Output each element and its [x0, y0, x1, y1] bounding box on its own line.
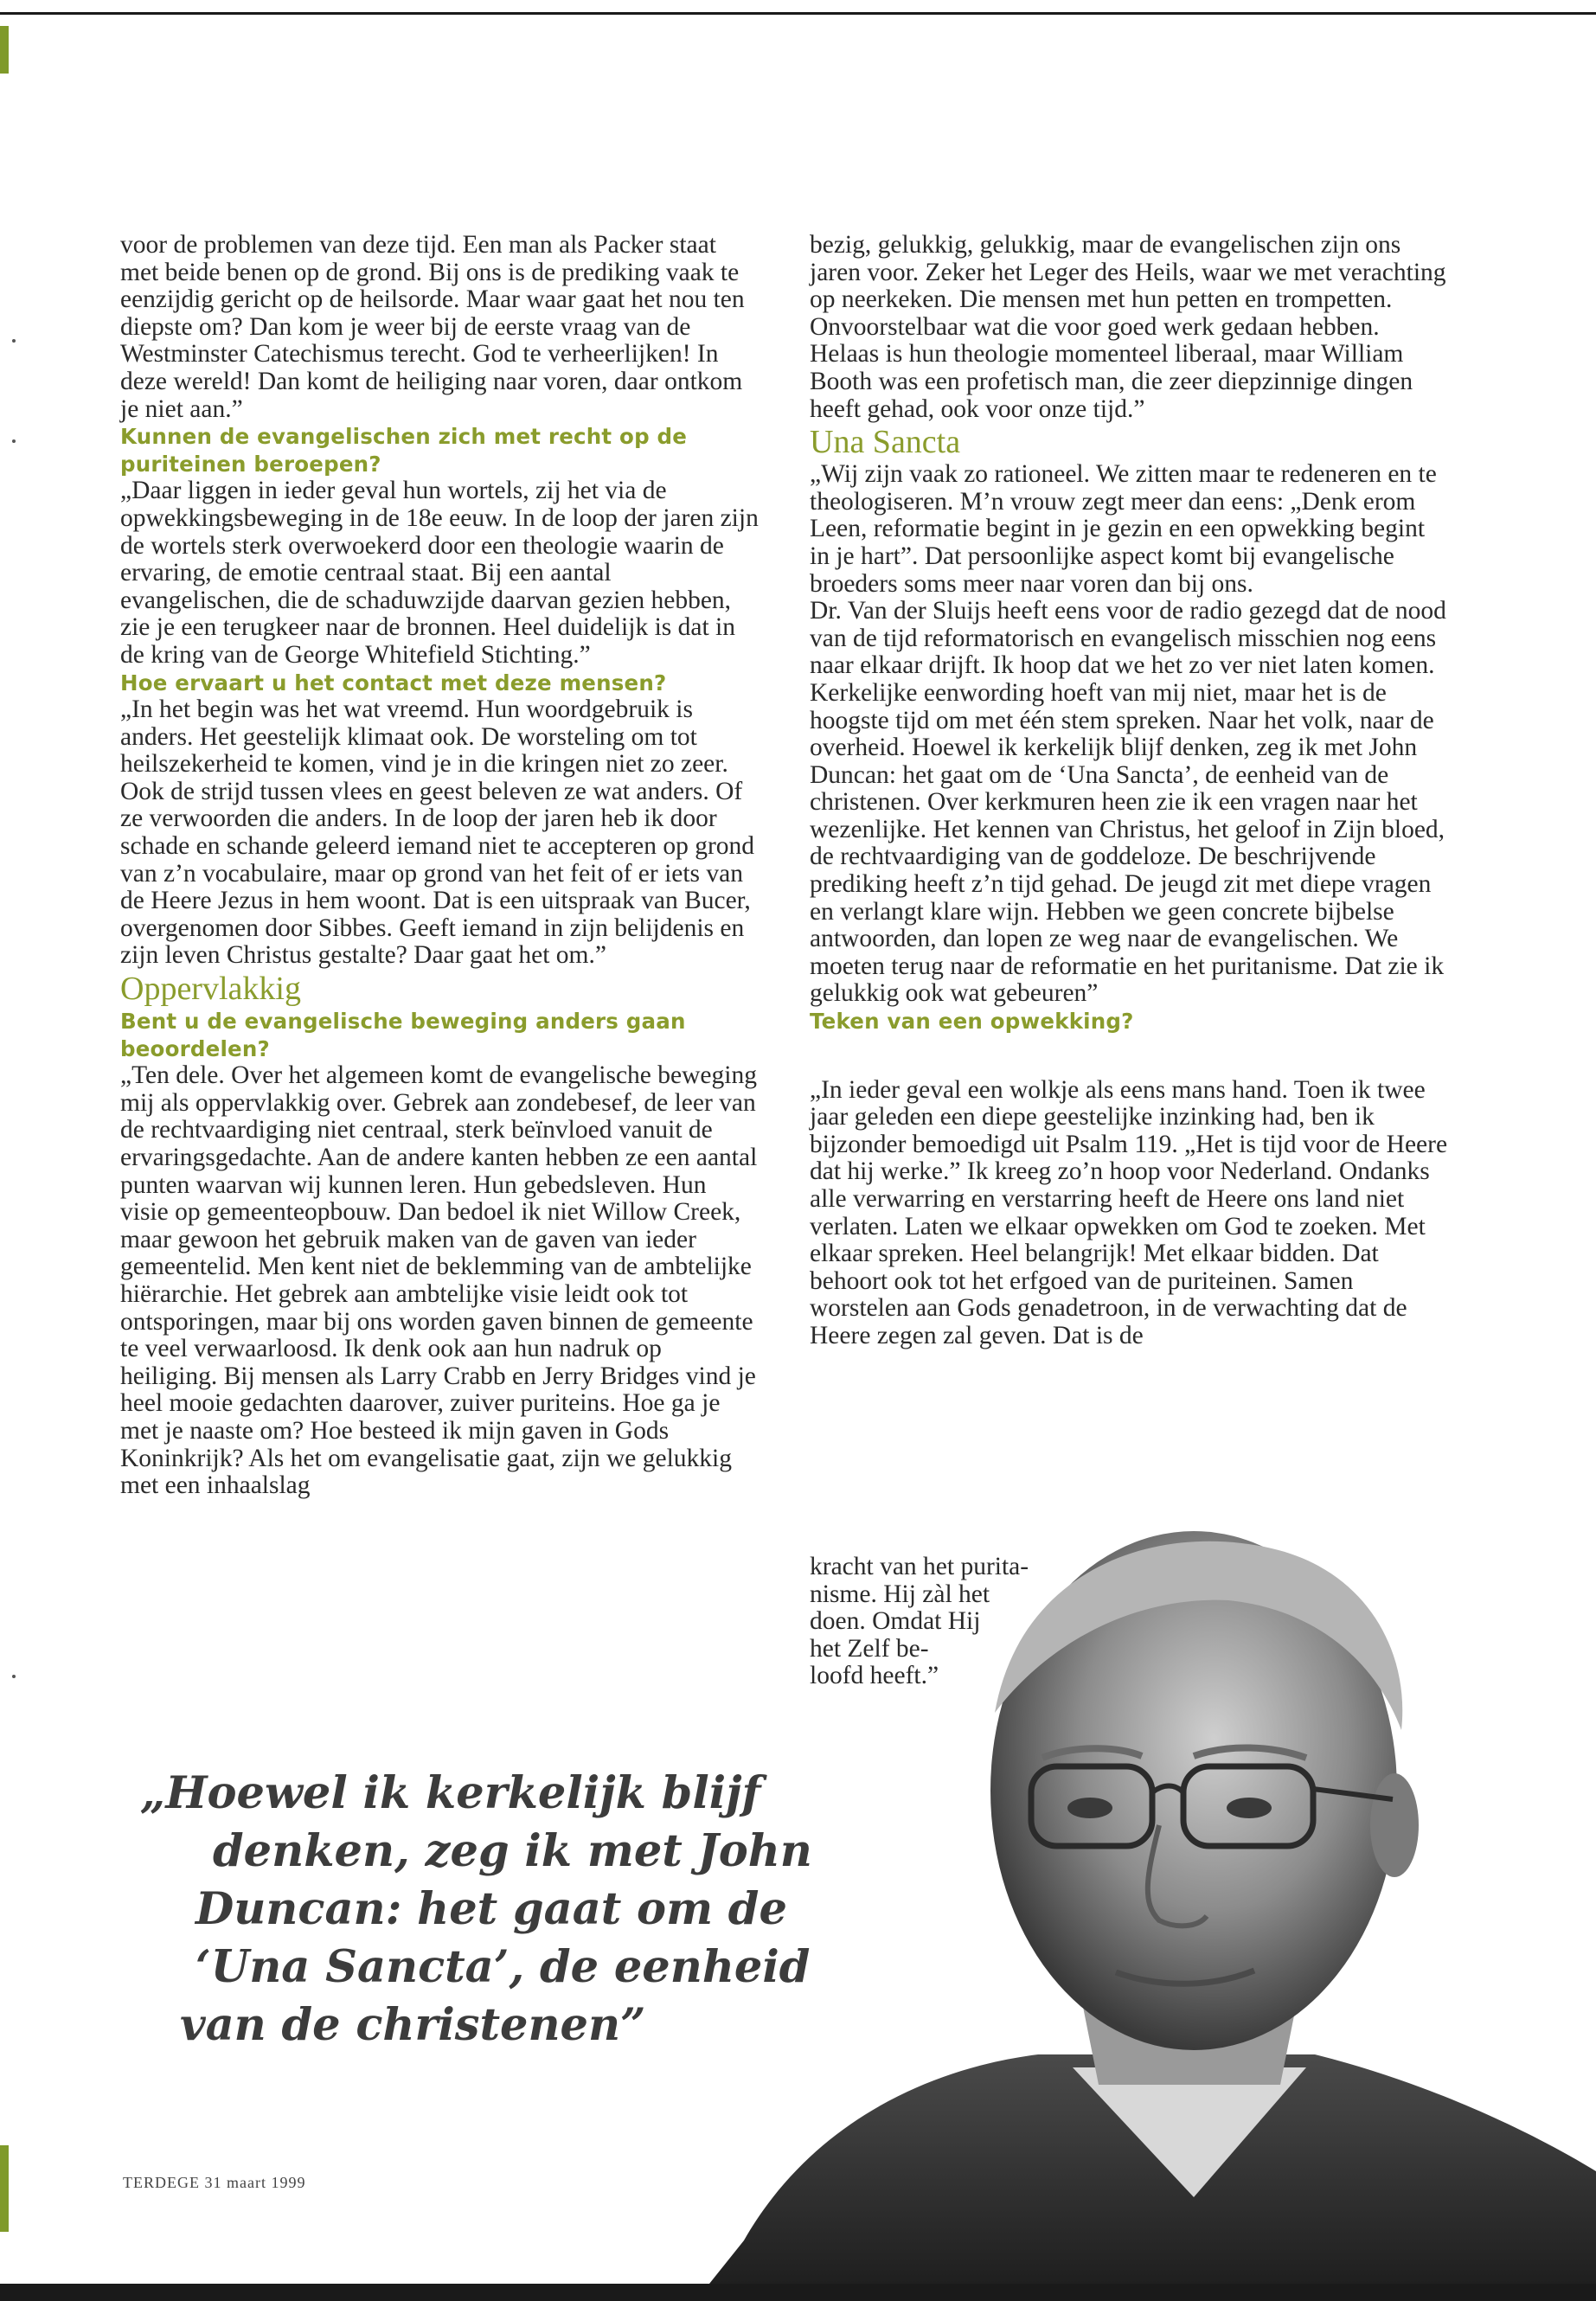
closing-line: doen. Omdat Hij — [810, 1607, 981, 1636]
bottom-rule — [0, 2284, 1596, 2301]
margin-mark — [12, 339, 16, 343]
closing-line: kracht van het purita- — [810, 1553, 1029, 1580]
paragraph: bezig, gelukkig, gelukkig, maar de evangelischen zijn ons jaren voor. Zeker het Leger des Heils, waar we met verachting op neerkeken. Die mensen met hun petten en trompetten. — [810, 231, 1446, 314]
pull-quote — [140, 1765, 919, 2054]
pull-quote-line: ‘Una Sancta’, de eenheid — [195, 1941, 811, 1993]
closing-line: loofd heeft.” — [810, 1662, 939, 1690]
interview-question: Kunnen de evangelischen zich met recht op de puriteinen beroepen? — [120, 424, 688, 477]
pull-quote-line: „Hoewel ik kerkelijk blijf — [140, 1767, 761, 1819]
paragraph: Onvoorstelbaar wat die voor goed werk gedaan hebben. Helaas is hun theologie momenteel liberaal, maar William Booth was een profetisch man, die zeer diepzinnige dingen heeft gehad, ook voor onze tijd.” — [810, 312, 1413, 423]
left-column — [120, 232, 760, 1500]
interview-question: Hoe ervaart u het contact met deze mensen? — [120, 670, 667, 695]
paragraph: „In ieder geval een wolkje als eens mans hand. Toen ik twee jaar geleden een diepe geestelijke inzinking had, ben ik bijzonder bemoedigd uit Psalm 119. „Het is tijd voor de Heere dat hij werke.” Ik kreeg zo’n hoop voor Nederland. Ondanks alle verwarring en verstarring heeft de Heere ons land niet verlaten. Laten we elkaar opwekken om God te zoeken. Met elkaar spreken. Heel belangrijk! Met elkaar bidden. Dat behoort ook tot het erfgoed van de puriteinen. Samen worstelen aan Gods genadetroon, in de verwachting dat de Heere zegen zal geven. Dat is de — [810, 1075, 1448, 1349]
margin-mark — [12, 439, 16, 443]
paragraph: „In het begin was het wat vreemd. Hun woordgebruik is anders. Het geestelijk klimaat ook. De worsteling om tot heilszekerheid te komen, vind je in die kringen niet zo zeer. Ook de strijd tussen vlees en geest beleven ze wat anders. Of ze verwoorden die anders. In de loop der jaren heb ik door schade en schande geleerd iemand niet te accepteren op grond van z’n vocabulaire, maar op grond van het feit of er iets van de Heere Jezus in hem woont. Dat is een uitspraak van Bucer, overgenomen door Sibbes. Geeft iemand in zijn belijdenis en zijn leven Christus gestalte? Daar gaat het om.” — [120, 695, 755, 970]
paragraph: voor de problemen van deze tijd. Een man als Packer staat met beide benen op de grond. Bij ons is de prediking vaak te eenzijdig gericht op de heilsorde. Maar waar gaat het nou ten diepste om? Dan kom je weer bij de eerste vraag van de Westminster Catechismus terecht. God te verheerlijken! In deze wereld! Dan komt de heiliging naar voren, daar ontkom je niet aan.” — [120, 231, 745, 423]
paragraph: „Daar liggen in ieder geval hun wortels, zij het via de opwekkingsbeweging in de 18e eeuw. In de loop der jaren zijn de wortels sterk overwoekerd door een theologie waarin de ervaring, de emotie centraal staat. Bij een aantal evangelischen, die de schaduwzijde daarvan gezien hebben, zie je een terugkeer naar de bronnen. Heel duidelijk is dat in de kring van de George Whitefield Stichting.” — [120, 477, 759, 669]
section-heading: Una Sancta — [810, 424, 961, 461]
paragraph: Dr. Van der Sluijs heeft eens voor de radio gezegd dat de nood van de tijd reformatorisch en evangelisch misschien nog eens naar elkaar drijft. Ik hoop dat we het zo ver niet laten komen. Kerkelijke eenwording hoeft van mij niet, maar het is de hoogste tijd om met één stem spreken. Naar het volk, naar de overheid. Hoewel ik kerkelijk blijf denken, zeg ik met John Duncan: het gaat om de ‘Una Sancta’, de eenheid van de christenen. Over kerkmuren heen zie ik een vragen naar het wezenlijke. Het kennen van Christus, het geloof in Zijn bloed, de rechtvaardiging van de goddeloze. De beschrijvende prediking heeft z’n tijd gehad. De jeugd zit met diepe vragen en verlangt klare wijn. Hebben we geen concrete bijbelse antwoorden, dan lopen ze weg naar de evangelischen. We moeten terug naar de reformatie en het puritanisme. Dat zie ik gelukkig ook wat gebeuren” — [810, 597, 1446, 1008]
accent-bar-top — [0, 26, 9, 74]
interview-question: Teken van een opwekking? — [810, 1009, 1134, 1035]
interview-question: Bent u de evangelische beweging anders gaan beoordelen? — [120, 1009, 686, 1061]
page-footer: TERDEGE 31 maart 1999 — [123, 2174, 306, 2191]
accent-bar-bottom — [0, 2145, 9, 2232]
pull-quote-line: Duncan: het gaat om de — [195, 1883, 787, 1935]
closing-lines — [810, 1554, 1029, 1690]
pull-quote-line: van de christenen” — [180, 1999, 646, 2051]
paragraph: „Ten dele. Over het algemeen komt de evangelische beweging mij als oppervlakkig over. Gebrek aan zondebesef, de leer van de rechtvaardiging niet centraal, sterk beïnvloed vanuit de ervaringsgedachte. Aan de andere kanten hebben ze een aantal punten waarvan wij kunnen leren. Hun gebedsleven. Hun visie op gemeenteopbouw. Dan bedoel ik niet Willow Creek, maar gewoon het gebruik maken van de gaven van ieder gemeentelid. Men kent niet de beklemming van de ambtelijke hiërarchie. Het gebrek aan ambtelijke visie leidt ook tot ontsporingen, maar bij ons worden gaven binnen de gemeente te veel verwaarloosd. Ik denk ook aan hun nadruk op heiliging. Bij mensen als Larry Crabb en Jerry Bridges vind je heel mooie gedachten daarover, zuiver puriteins. Hoe ga je met je naaste om? Hoe besteed ik mijn gaven in Gods Koninkrijk? Als het om evangelisatie gaat, zijn we gelukkig met een inhaalslag — [120, 1061, 758, 1500]
section-heading: Oppervlakkig — [120, 971, 301, 1008]
top-rule — [0, 12, 1596, 15]
pull-quote-line: denken, zeg ik met John — [213, 1825, 812, 1877]
right-column — [810, 232, 1450, 1350]
margin-mark — [12, 1675, 16, 1678]
closing-line: het Zelf be- — [810, 1634, 929, 1663]
closing-line: nisme. Hij zàl het — [810, 1580, 990, 1608]
paragraph: „Wij zijn vaak zo rationeel. We zitten maar te redeneren en te theologiseren. M’n vrouw zegt meer dan eens: „Denk erom Leen, reformatie begint in je gezin en een opwekking begint in je hart”. Dat persoonlijke aspect komt bij evangelische broeders soms meer naar voren dan bij ons. — [810, 460, 1437, 598]
